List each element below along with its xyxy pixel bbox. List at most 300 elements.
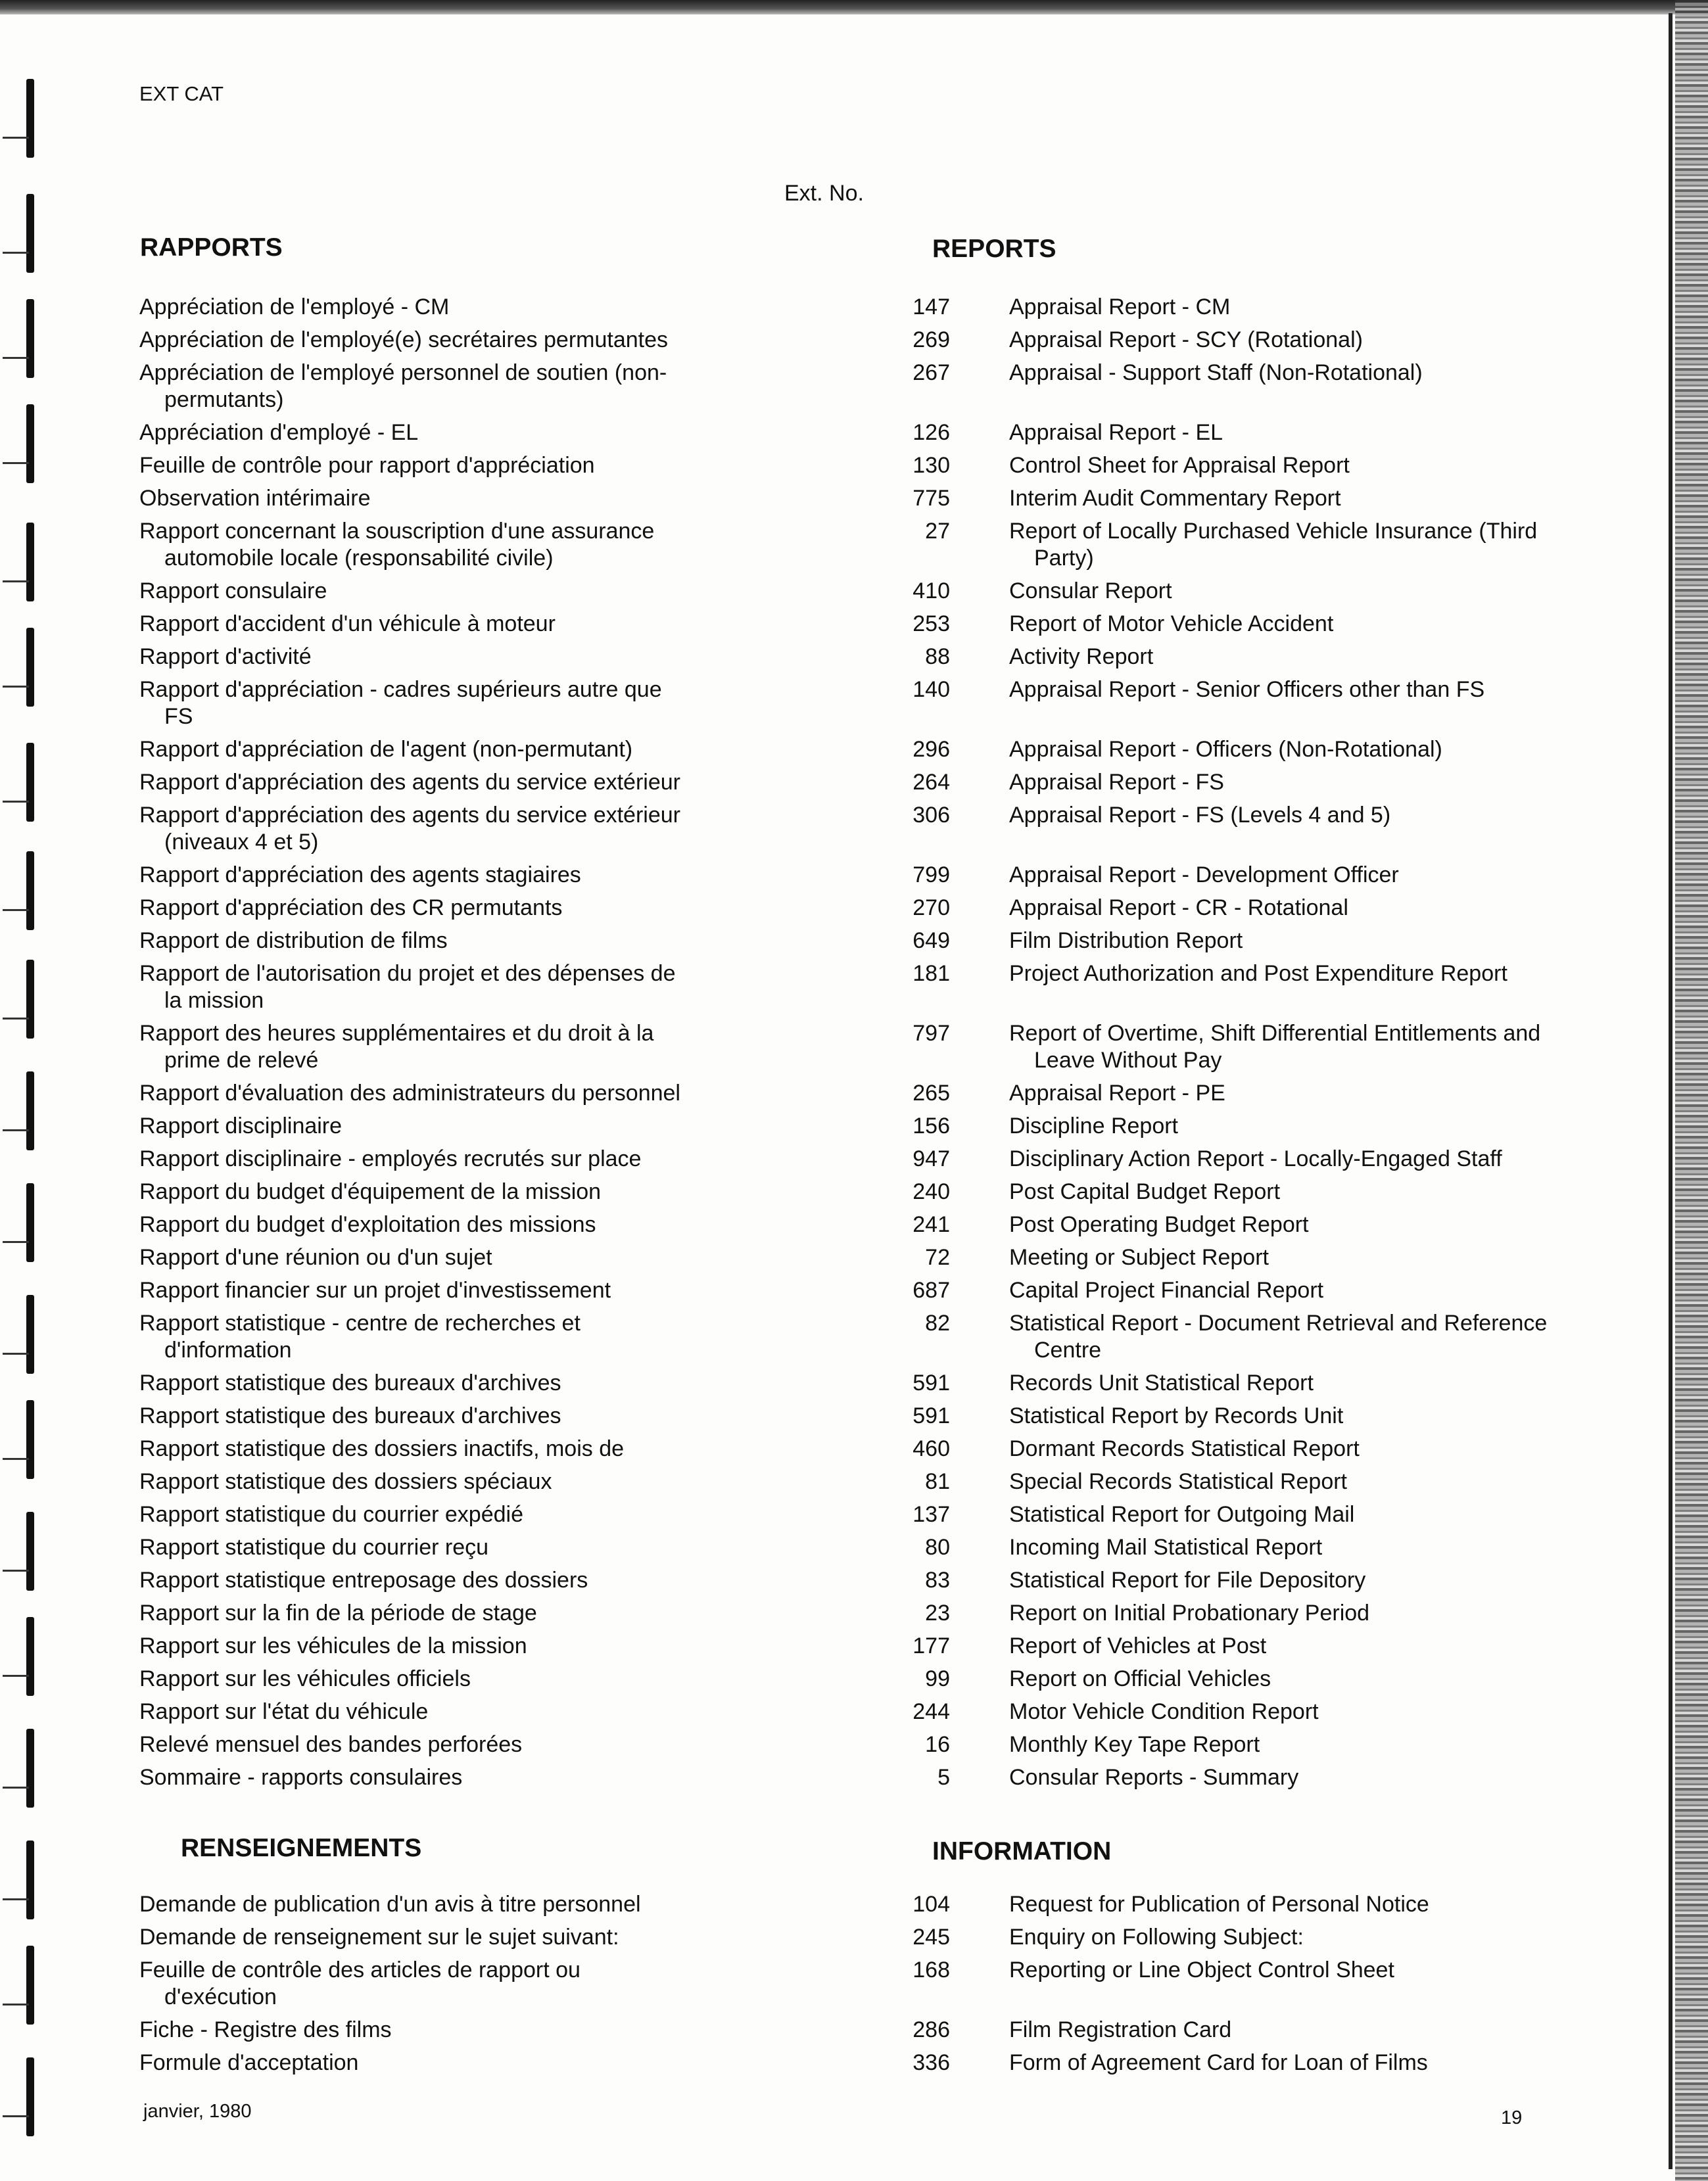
english-label-line: Report of Vehicles at Post: [1009, 1633, 1267, 1658]
french-label-line: Rapport des heures supplémentaires et du droit à la: [139, 1021, 654, 1046]
french-label-line: Rapport d'appréciation des agents du service extérieur: [139, 770, 680, 795]
ext-number: 265: [913, 1081, 950, 1106]
ext-no-label: Ext. No.: [784, 181, 864, 206]
english-label-line: Appraisal Report - CM: [1009, 294, 1231, 319]
binder-ring: [26, 1617, 34, 1696]
binder-ring: [26, 299, 34, 378]
table-row: [139, 802, 1527, 856]
section-title-en: INFORMATION: [932, 1837, 1112, 1865]
english-label: [1009, 895, 1614, 922]
table-row: [139, 1403, 1527, 1430]
french-label: [139, 1764, 797, 1791]
ext-number: 130: [913, 453, 950, 478]
english-label-line: Report of Motor Vehicle Accident: [1009, 611, 1334, 636]
english-label: [1009, 1436, 1614, 1463]
english-label-line: Appraisal Report - Senior Officers other than FS: [1009, 677, 1485, 702]
table-row: [139, 895, 1527, 922]
table-row: [139, 769, 1527, 796]
english-label: [1009, 1468, 1614, 1495]
english-label: [1009, 360, 1614, 387]
table-row: [139, 2017, 1527, 2044]
footer-date: janvier, 1980: [143, 2101, 252, 2122]
english-label: [1009, 862, 1614, 889]
ext-number: 168: [913, 1958, 950, 1982]
information-list: [139, 1891, 1527, 2082]
french-label-line: Relevé mensuel des bandes perforées: [139, 1732, 523, 1757]
binder-ring: [26, 1729, 34, 1808]
english-label: [1009, 294, 1614, 321]
table-row: [139, 736, 1527, 763]
french-label: [139, 1600, 797, 1627]
french-label-line: Rapport d'une réunion ou d'un sujet: [139, 1245, 492, 1270]
page-border-right: [1669, 13, 1672, 2169]
english-label-line: Centre: [1034, 1338, 1102, 1363]
binder-ring: [26, 79, 34, 158]
french-label: [139, 736, 797, 763]
french-label-line: Demande de renseignement sur le sujet suivant:: [139, 1925, 619, 1950]
scan-top-edge: [0, 0, 1708, 14]
english-label: [1009, 452, 1614, 479]
french-label: [139, 518, 797, 572]
english-label-line: Film Registration Card: [1009, 2017, 1232, 2042]
english-label: [1009, 1080, 1614, 1107]
french-label-line: Observation intérimaire: [139, 486, 371, 511]
french-label-line: Rapport statistique du courrier expédié: [139, 1502, 523, 1527]
french-label: [139, 1211, 797, 1238]
french-label-line: Rapport sur la fin de la période de stage: [139, 1601, 537, 1626]
french-label-line: Feuille de contrôle des articles de rapport ou: [139, 1958, 581, 1982]
ext-number: 244: [913, 1699, 950, 1724]
table-row: [139, 644, 1527, 670]
table-row: [139, 452, 1527, 479]
english-label-line: Special Records Statistical Report: [1009, 1469, 1348, 1494]
scan-right-edge: [1675, 0, 1708, 2181]
english-label: [1009, 1567, 1614, 1594]
binder-ring: [26, 404, 34, 483]
ext-number: 104: [913, 1892, 950, 1917]
french-label-line: Appréciation de l'employé personnel de soutien (non-: [139, 360, 667, 385]
french-label-line: Rapport consulaire: [139, 578, 327, 603]
table-row: [139, 327, 1527, 354]
french-label-line: Rapport sur les véhicules de la mission: [139, 1633, 527, 1658]
table-row: [139, 1436, 1527, 1463]
french-label-line: Rapport d'évaluation des administrateurs du personnel: [139, 1081, 680, 1106]
english-label-line: Discipline Report: [1009, 1114, 1178, 1138]
english-label-line: Report on Initial Probationary Period: [1009, 1601, 1370, 1626]
english-label-line: Reporting or Line Object Control Sheet: [1009, 1958, 1394, 1982]
french-label: [139, 1731, 797, 1758]
english-label-line: Monthly Key Tape Report: [1009, 1732, 1260, 1757]
english-label: [1009, 485, 1614, 512]
ext-number: 27: [925, 519, 950, 544]
table-row: [139, 1924, 1527, 1951]
english-label-line: Meeting or Subject Report: [1009, 1245, 1269, 1270]
table-row: [139, 862, 1527, 889]
binder-ring: [26, 523, 34, 601]
english-label: [1009, 927, 1614, 954]
table-row: [139, 1080, 1527, 1107]
french-label-line: Rapport d'appréciation des CR permutants: [139, 895, 563, 920]
table-row: [139, 294, 1527, 321]
english-label: [1009, 419, 1614, 446]
table-row: [139, 611, 1527, 638]
table-row: [139, 1600, 1527, 1627]
french-label-line: Rapport concernant la souscription d'une assurance: [139, 519, 655, 544]
english-label: [1009, 611, 1614, 638]
binder-ring: [26, 194, 34, 273]
english-label: [1009, 1020, 1614, 1074]
english-label: [1009, 1764, 1614, 1791]
french-label: [139, 294, 797, 321]
english-label: [1009, 1699, 1614, 1725]
binder-ring: [26, 1183, 34, 1262]
french-label: [139, 611, 797, 638]
french-label-line: Fiche - Registre des films: [139, 2017, 392, 2042]
ext-number: 649: [913, 928, 950, 953]
table-row: [139, 485, 1527, 512]
english-label-line: Statistical Report for File Depository: [1009, 1568, 1366, 1593]
english-label: [1009, 1310, 1614, 1364]
table-row: [139, 1179, 1527, 1206]
english-label: [1009, 2050, 1614, 2076]
french-label-line: Appréciation de l'employé - CM: [139, 294, 450, 319]
french-label: [139, 895, 797, 922]
english-label: [1009, 644, 1614, 670]
english-label-line: Appraisal Report - EL: [1009, 420, 1223, 445]
french-label: [139, 1020, 797, 1074]
english-label: [1009, 1211, 1614, 1238]
english-label-line: Capital Project Financial Report: [1009, 1278, 1324, 1303]
ext-number: 775: [913, 486, 950, 511]
french-label: [139, 578, 797, 605]
table-row: [139, 360, 1527, 413]
table-row: [139, 960, 1527, 1014]
ext-number: 72: [925, 1245, 950, 1270]
english-label: [1009, 1633, 1614, 1660]
english-label: [1009, 578, 1614, 605]
french-label-line: Rapport statistique des bureaux d'archives: [139, 1371, 561, 1395]
ext-number: 156: [913, 1114, 950, 1138]
ext-number: 181: [913, 961, 950, 986]
english-label: [1009, 1277, 1614, 1304]
ext-number: 137: [913, 1502, 950, 1527]
english-label: [1009, 1534, 1614, 1561]
ext-number: 147: [913, 294, 950, 319]
french-label-line: (niveaux 4 et 5): [164, 830, 319, 855]
binder-ring: [26, 1295, 34, 1374]
ext-number: 460: [913, 1436, 950, 1461]
ext-number: 253: [913, 611, 950, 636]
french-label-line: Rapport de distribution de films: [139, 928, 448, 953]
french-label: [139, 1468, 797, 1495]
french-label: [139, 1534, 797, 1561]
french-label-line: FS: [164, 704, 193, 729]
header-tag: EXT CAT: [139, 82, 224, 105]
ext-number: 241: [913, 1212, 950, 1237]
page-number: 19: [1501, 2107, 1523, 2128]
french-label: [139, 927, 797, 954]
french-label: [139, 1501, 797, 1528]
english-label-line: Report of Overtime, Shift Differential Entitlements and: [1009, 1021, 1541, 1046]
french-label-line: Appréciation de l'employé(e) secrétaires permutantes: [139, 327, 668, 352]
ext-number: 306: [913, 803, 950, 828]
ext-number: 591: [913, 1371, 950, 1395]
table-row: [139, 1567, 1527, 1594]
ext-number: 799: [913, 862, 950, 887]
english-label-line: Incoming Mail Statistical Report: [1009, 1535, 1323, 1560]
french-label-line: Rapport financier sur un projet d'investissement: [139, 1278, 611, 1303]
section-title-fr: RENSEIGNEMENTS: [181, 1834, 422, 1862]
french-label: [139, 1567, 797, 1594]
english-label-line: Statistical Report - Document Retrieval and Reference: [1009, 1311, 1548, 1336]
ext-number: 687: [913, 1278, 950, 1303]
english-label: [1009, 1244, 1614, 1271]
french-label: [139, 1370, 797, 1397]
english-label-line: Request for Publication of Personal Notice: [1009, 1892, 1429, 1917]
ext-number: 270: [913, 895, 950, 920]
table-row: [139, 1764, 1527, 1791]
french-label-line: Rapport d'activité: [139, 644, 312, 669]
english-label-line: Report of Locally Purchased Vehicle Insurance (Third: [1009, 519, 1538, 544]
ext-number: 264: [913, 770, 950, 795]
french-label: [139, 1080, 797, 1107]
table-row: [139, 1666, 1527, 1693]
table-row: [139, 518, 1538, 572]
binder-rings: [0, 66, 59, 2136]
ext-number: 99: [925, 1666, 950, 1691]
ext-number: 83: [925, 1568, 950, 1593]
ext-number: 88: [925, 644, 950, 669]
english-label: [1009, 2017, 1614, 2044]
french-label: [139, 1633, 797, 1660]
english-label: [1009, 1179, 1614, 1206]
english-label: [1009, 1924, 1614, 1951]
binder-ring: [26, 851, 34, 930]
english-label-line: Report on Official Vehicles: [1009, 1666, 1271, 1691]
french-label: [139, 676, 797, 730]
french-label: [139, 2017, 797, 2044]
english-label-line: Dormant Records Statistical Report: [1009, 1436, 1360, 1461]
ext-number: 240: [913, 1179, 950, 1204]
table-row: [139, 676, 1527, 730]
french-label-line: Rapport sur l'état du véhicule: [139, 1699, 429, 1724]
english-label-line: Records Unit Statistical Report: [1009, 1371, 1314, 1395]
english-label-line: Project Authorization and Post Expenditure Report: [1009, 961, 1507, 986]
english-label: [1009, 1501, 1614, 1528]
french-label: [139, 419, 797, 446]
french-label: [139, 862, 797, 889]
french-label-line: Rapport du budget d'équipement de la mission: [139, 1179, 602, 1204]
french-label-line: prime de relevé: [164, 1048, 319, 1073]
french-label-line: Sommaire - rapports consulaires: [139, 1765, 463, 1790]
french-label-line: la mission: [164, 988, 264, 1013]
table-row: [139, 1699, 1527, 1725]
english-label-line: Interim Audit Commentary Report: [1009, 486, 1341, 511]
ext-number: 296: [913, 737, 950, 762]
english-label: [1009, 1403, 1614, 1430]
ext-number: 269: [913, 327, 950, 352]
french-label-line: Appréciation d'employé - EL: [139, 420, 419, 445]
ext-number: 267: [913, 360, 950, 385]
french-label-line: Rapport d'appréciation des agents du service extérieur: [139, 803, 680, 828]
binder-ring: [26, 1071, 34, 1150]
english-label-line: Appraisal Report - CR - Rotational: [1009, 895, 1348, 920]
table-row: [139, 1370, 1527, 1397]
english-label-line: Post Capital Budget Report: [1009, 1179, 1281, 1204]
french-label-line: Rapport d'appréciation - cadres supérieurs autre que: [139, 677, 662, 702]
english-label: [1009, 518, 1614, 572]
french-label-line: Rapport sur les véhicules officiels: [139, 1666, 471, 1691]
french-label: [139, 1310, 797, 1364]
english-label-line: Motor Vehicle Condition Report: [1009, 1699, 1319, 1724]
ext-number: 336: [913, 2050, 950, 2075]
ext-number: 5: [937, 1765, 950, 1790]
french-label-line: Rapport disciplinaire - employés recrutés sur place: [139, 1146, 642, 1171]
french-label: [139, 960, 797, 1014]
french-label-line: d'exécution: [164, 1984, 277, 2009]
french-label-line: Rapport statistique - centre de recherches et: [139, 1311, 581, 1336]
binder-ring: [26, 2057, 34, 2136]
french-label-line: Feuille de contrôle pour rapport d'appréciation: [139, 453, 595, 478]
french-label: [139, 1436, 797, 1463]
table-row: [139, 1020, 1541, 1074]
ext-number: 23: [925, 1601, 950, 1626]
french-label: [139, 452, 797, 479]
binder-ring: [26, 1512, 34, 1591]
english-label: [1009, 327, 1614, 354]
french-label-line: Demande de publication d'un avis à titre personnel: [139, 1892, 641, 1917]
binder-ring: [26, 628, 34, 707]
section-title-en: REPORTS: [932, 235, 1056, 263]
english-label-line: Appraisal Report - SCY (Rotational): [1009, 327, 1363, 352]
french-label: [139, 1924, 797, 1951]
ext-number: 80: [925, 1535, 950, 1560]
french-label: [139, 644, 797, 670]
english-label-line: Enquiry on Following Subject:: [1009, 1925, 1304, 1950]
ext-number: 245: [913, 1925, 950, 1950]
table-row: [139, 1633, 1527, 1660]
ext-number: 947: [913, 1146, 950, 1171]
english-label-line: Consular Reports - Summary: [1009, 1765, 1299, 1790]
english-label-line: Consular Report: [1009, 578, 1172, 603]
french-label-line: Formule d'acceptation: [139, 2050, 359, 2075]
english-label-line: Appraisal Report - Officers (Non-Rotational): [1009, 737, 1442, 762]
english-label-line: Form of Agreement Card for Loan of Films: [1009, 2050, 1428, 2075]
english-label: [1009, 676, 1614, 703]
ext-number: 16: [925, 1732, 950, 1757]
english-label: [1009, 1146, 1614, 1173]
table-row: [139, 1534, 1527, 1561]
english-label: [1009, 1957, 1614, 1984]
ext-number: 177: [913, 1633, 950, 1658]
french-label-line: d'information: [164, 1338, 292, 1363]
french-label: [139, 485, 797, 512]
english-label-line: Leave Without Pay: [1034, 1048, 1222, 1073]
ext-number: 797: [913, 1021, 950, 1046]
english-label-line: Activity Report: [1009, 644, 1154, 669]
ext-number: 140: [913, 677, 950, 702]
english-label-line: Disciplinary Action Report - Locally-Engaged Staff: [1009, 1146, 1502, 1171]
english-label: [1009, 769, 1614, 796]
french-label-line: Rapport du budget d'exploitation des missions: [139, 1212, 596, 1237]
french-label-line: Rapport disciplinaire: [139, 1114, 343, 1138]
section-title-fr: RAPPORTS: [140, 233, 283, 262]
french-label-line: Rapport statistique des bureaux d'archives: [139, 1403, 561, 1428]
french-label: [139, 360, 797, 413]
table-row: [139, 1211, 1527, 1238]
binder-ring: [26, 1841, 34, 1919]
french-label-line: Rapport statistique du courrier reçu: [139, 1535, 489, 1560]
english-label: [1009, 1113, 1614, 1140]
french-label: [139, 1179, 797, 1206]
english-label: [1009, 736, 1614, 763]
english-label-line: Appraisal Report - PE: [1009, 1081, 1225, 1106]
english-label-line: Film Distribution Report: [1009, 928, 1243, 953]
binder-ring: [26, 960, 34, 1039]
english-label-line: Statistical Report by Records Unit: [1009, 1403, 1344, 1428]
binder-ring: [26, 743, 34, 822]
ext-number: 82: [925, 1311, 950, 1336]
french-label-line: automobile locale (responsabilité civile): [164, 546, 554, 571]
english-label: [1009, 1731, 1614, 1758]
french-label: [139, 769, 797, 796]
french-label-line: Rapport d'accident d'un véhicule à moteur: [139, 611, 556, 636]
english-label-line: Appraisal - Support Staff (Non-Rotational): [1009, 360, 1423, 385]
ext-number: 410: [913, 578, 950, 603]
french-label-line: Rapport d'appréciation de l'agent (non-permutant): [139, 737, 633, 762]
french-label: [139, 1113, 797, 1140]
english-label-line: Appraisal Report - Development Officer: [1009, 862, 1399, 887]
table-row: [139, 1891, 1527, 1918]
table-row: [139, 578, 1527, 605]
french-label-line: Rapport statistique des dossiers inactifs, mois de: [139, 1436, 625, 1461]
english-label-line: Post Operating Budget Report: [1009, 1212, 1309, 1237]
reports-list: [139, 294, 1548, 1797]
english-label-line: Party): [1034, 546, 1094, 571]
french-label-line: permutants): [164, 387, 284, 412]
ext-number: 286: [913, 2017, 950, 2042]
table-row: [139, 1468, 1527, 1495]
table-row: [139, 1310, 1548, 1364]
english-label-line: Control Sheet for Appraisal Report: [1009, 453, 1350, 478]
french-label: [139, 1244, 797, 1271]
french-label-line: Rapport d'appréciation des agents stagiaires: [139, 862, 581, 887]
english-label-line: Statistical Report for Outgoing Mail: [1009, 1502, 1355, 1527]
table-row: [139, 1501, 1527, 1528]
ext-number: 591: [913, 1403, 950, 1428]
french-label: [139, 1891, 797, 1918]
table-row: [139, 1146, 1527, 1173]
table-row: [139, 1277, 1527, 1304]
english-label: [1009, 1600, 1614, 1627]
french-label-line: Rapport de l'autorisation du projet et des dépenses de: [139, 961, 676, 986]
english-label: [1009, 802, 1614, 829]
french-label-line: Rapport statistique des dossiers spéciaux: [139, 1469, 552, 1494]
french-label: [139, 1666, 797, 1693]
french-label: [139, 1699, 797, 1725]
ext-number: 126: [913, 420, 950, 445]
french-label: [139, 2050, 797, 2076]
french-label-line: Rapport statistique entreposage des dossiers: [139, 1568, 588, 1593]
english-label-line: Appraisal Report - FS (Levels 4 and 5): [1009, 803, 1391, 828]
table-row: [139, 1957, 1527, 2011]
table-row: [139, 419, 1527, 446]
english-label: [1009, 960, 1614, 987]
binder-ring: [26, 1946, 34, 2025]
french-label: [139, 1277, 797, 1304]
table-row: [139, 2050, 1527, 2076]
ext-number: 81: [925, 1469, 950, 1494]
